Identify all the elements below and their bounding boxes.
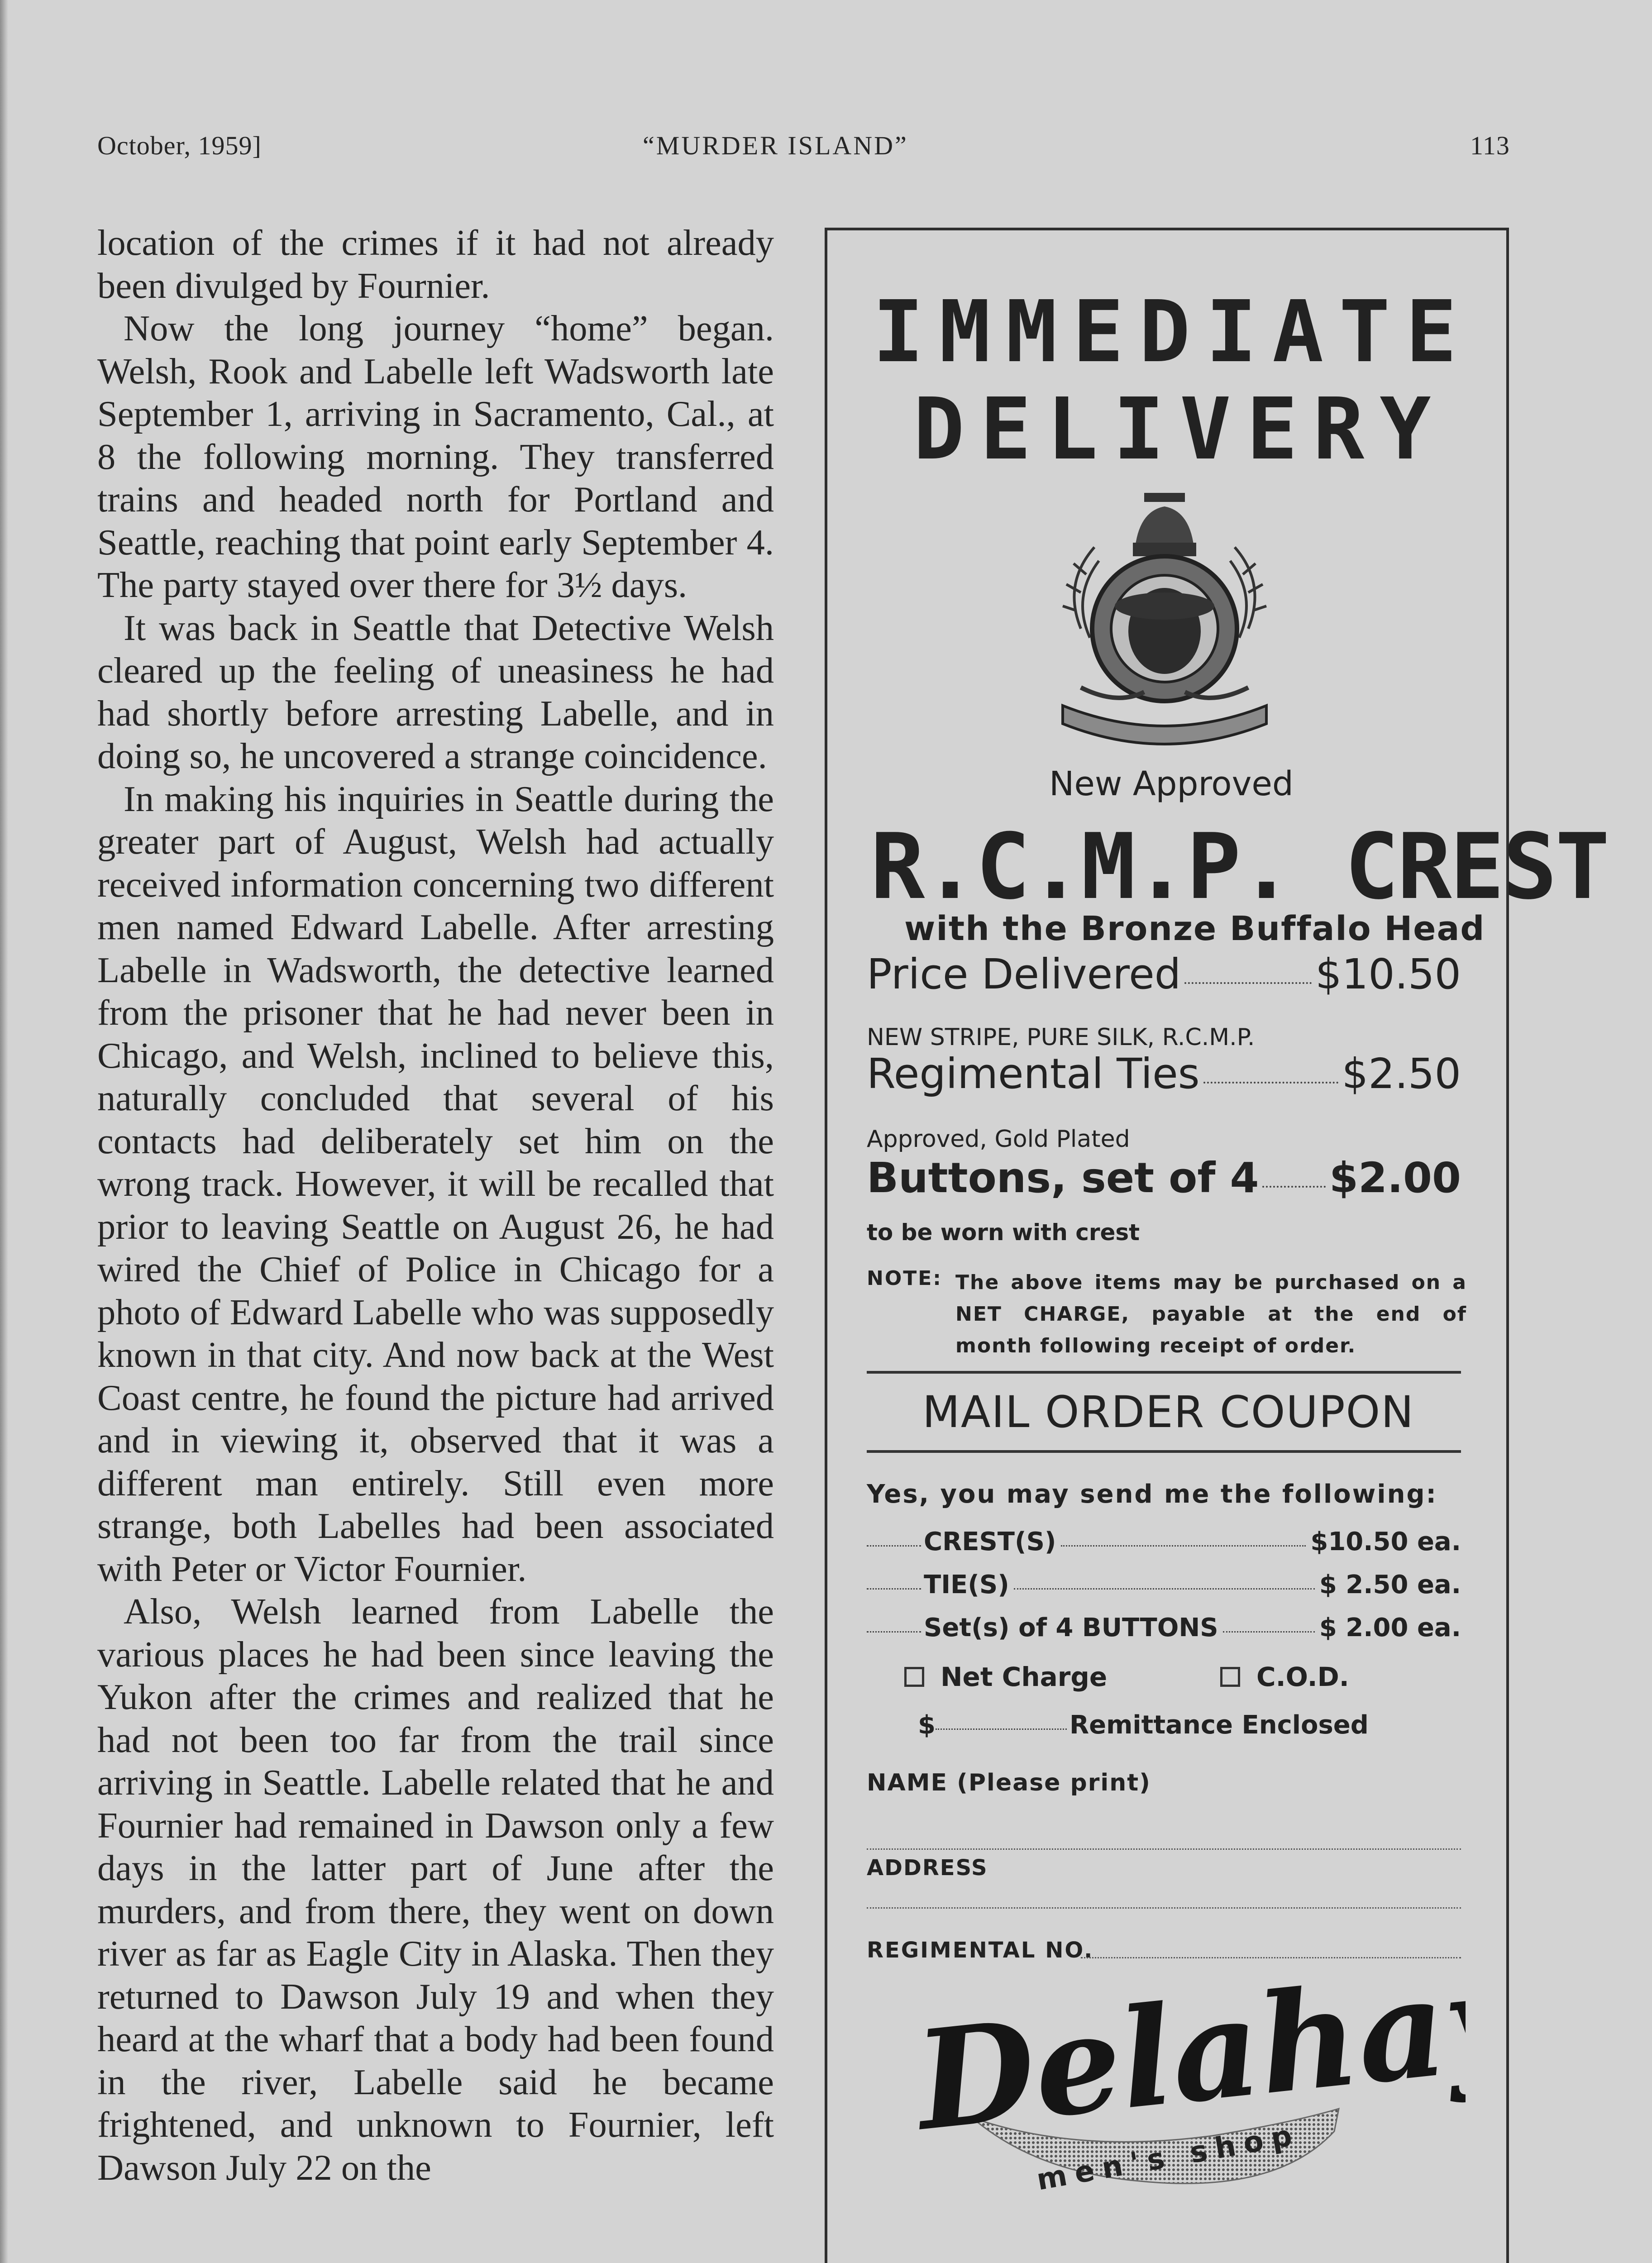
- net-charge-option[interactable]: [904, 1661, 1107, 1692]
- article-paragraph: Now the long journey “home” began. Welsh, Rook and Labelle left Wadsworth late September 1, arriving in Sacramento, Cal., at 8 the following morning. They transferred trains and headed north for Portland and Seattle, reaching that point early September 4. The party stayed over there for 3½ days.: [97, 308, 774, 605]
- quantity-blank[interactable]: [867, 1631, 921, 1633]
- coupon-item-name: Set(s) of 4 BUTTONS: [924, 1613, 1218, 1642]
- article-paragraph: In making his inquiries in Seattle during the greater part of August, Welsh had actually received information concerning two different men named Edward Labelle. After arresting Labelle in Wadsworth, the detective learned from the prisoner that he had never been in Chicago, and Welsh, inclined to believe this, naturally concluded that several of his contacts had deliberately set him on the wrong track. However, it will be recalled that prior to leaving Seattle on August 26, he had wired the Chief of Police in Chicago for a photo of Edward Labelle who was supposedly known in that city. And now back at the West Coast centre, he found the picture had arrived and in viewing it, observed that it was a different man entirely. Still even more strange, both Labelles had been associated with Peter or Victor Fournier.: [97, 778, 774, 1589]
- note-label: NOTE:: [867, 1267, 942, 1290]
- page-number: 113: [1470, 131, 1510, 160]
- coupon-top-rule: [867, 1371, 1461, 1374]
- dot-leader: [1223, 1631, 1315, 1633]
- delahays-logo: [886, 1982, 1466, 2217]
- coupon-title: MAIL ORDER COUPON: [922, 1387, 1414, 1437]
- net-charge-label: Net Charge: [941, 1661, 1108, 1692]
- running-header-date: October, 1959]: [97, 131, 262, 160]
- new-approved-label: New Approved: [1049, 764, 1294, 803]
- regimental-no-label: REGIMENTAL NO.: [867, 1938, 1094, 1963]
- coupon-item-row: [867, 1613, 1461, 1642]
- remittance-amount-blank[interactable]: [936, 1728, 1067, 1730]
- product-subtitle: with the Bronze Buffalo Head: [904, 909, 1485, 948]
- remittance-row: [918, 1710, 1369, 1740]
- coupon-item-price: $10.50 ea.: [1310, 1527, 1461, 1556]
- buttons-label: Buttons, set of 4: [867, 1154, 1259, 1202]
- dot-leader: [1061, 1545, 1306, 1547]
- note-text: The above items may be purchased on a NET CHARGE, payable at the end of month following receipt of order.: [955, 1271, 1467, 1357]
- crest-price: $10.50: [1315, 950, 1461, 998]
- page-edge-shadow: [0, 0, 8, 2263]
- buttons-subnote: to be worn with crest: [867, 1219, 1140, 1246]
- coupon-item-price: $ 2.50 ea.: [1319, 1570, 1461, 1599]
- name-blank-line[interactable]: [867, 1848, 1461, 1850]
- coupon-intro: Yes, you may send me the following:: [867, 1480, 1437, 1509]
- net-charge-checkbox[interactable]: [904, 1667, 924, 1687]
- cod-option[interactable]: [1220, 1661, 1349, 1692]
- coupon-item-row: [867, 1527, 1461, 1556]
- quantity-blank[interactable]: [867, 1588, 921, 1590]
- article-paragraph: It was back in Seattle that Detective Welsh cleared up the feeling of uneasiness he had had shortly before arresting Labelle, and in doing so, he uncovered a strange coincidence.: [97, 607, 774, 776]
- dot-leader: [1014, 1588, 1315, 1590]
- regimental-no-blank-line[interactable]: [1081, 1957, 1461, 1958]
- coupon-title-rule: [867, 1450, 1461, 1453]
- address-blank-line[interactable]: [867, 1907, 1461, 1909]
- remittance-label: Remittance Enclosed: [1069, 1710, 1369, 1740]
- quantity-blank[interactable]: [867, 1545, 921, 1547]
- dot-leader: [1203, 1082, 1338, 1084]
- advertisement: [825, 228, 1608, 2263]
- cod-checkbox[interactable]: [1220, 1667, 1240, 1687]
- coupon-item-name: TIE(S): [924, 1570, 1009, 1599]
- remittance-dollar-sign: $: [918, 1710, 936, 1740]
- ties-price-row: [867, 1050, 1461, 1098]
- crest-price-label: Price Delivered: [867, 950, 1181, 998]
- coupon-item-row: [867, 1570, 1461, 1599]
- ties-note: NEW STRIPE, PURE SILK, R.C.M.P.: [867, 1024, 1255, 1051]
- address-label: ADDRESS: [867, 1855, 988, 1881]
- article-paragraph: location of the crimes if it had not already been divulged by Fournier.: [97, 223, 774, 306]
- logo-subtext: men's shop: [1034, 2118, 1303, 2197]
- logo-script-text: Delahay's: [909, 1982, 1466, 2161]
- product-title: R.C.M.P. CREST: [870, 814, 1608, 920]
- coupon-item-name: CREST(S): [924, 1527, 1056, 1556]
- article-paragraph: Also, Welsh learned from Labelle the various places he had been since leaving the Yukon after the crimes and realized that he had not been too far from the trail since arriving in Seattle. Labelle related that he and Fournier had remained in Dawson only a few days in the latter part of June after the murders, and from there, they went on down river as far as Eagle City in Alaska. Then they returned to Dawson July 19 and when they heard at the wharf that a body had been found in the river, Labelle said he became frightened, and unknown to Fournier, left Dawson July 22 on the: [97, 1591, 774, 2188]
- dot-leader: [1184, 982, 1312, 984]
- buttons-price: $2.00: [1329, 1154, 1461, 1202]
- ad-headline-delivery: DELIVERY: [913, 380, 1447, 479]
- article-column: [97, 222, 774, 2189]
- coupon-item-price: $ 2.00 ea.: [1319, 1613, 1461, 1642]
- ad-headline-immediate: IMMEDIATE: [873, 282, 1472, 382]
- running-header-title: “MURDER ISLAND”: [643, 131, 908, 160]
- ties-price: $2.50: [1342, 1050, 1461, 1098]
- cod-label: C.O.D.: [1256, 1661, 1349, 1692]
- name-label: NAME (Please print): [867, 1769, 1151, 1796]
- buttons-price-row: [867, 1154, 1461, 1202]
- crest-price-row: [867, 950, 1461, 998]
- dot-leader: [1262, 1186, 1326, 1188]
- buttons-note: Approved, Gold Plated: [867, 1126, 1130, 1153]
- ties-label: Regimental Ties: [867, 1050, 1200, 1098]
- rcmp-crest-image: [1054, 493, 1275, 751]
